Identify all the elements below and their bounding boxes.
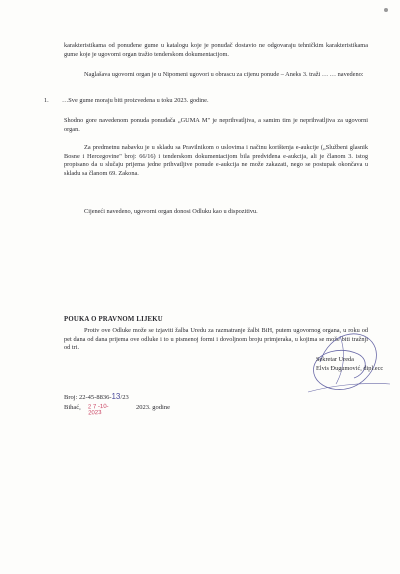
- document-number-handwritten: 13: [111, 392, 121, 401]
- paragraph-tech-characteristics: karakteristikama od ponuđene gume u katalogu koje je ponuđač dostavio ne odgovaraju tehničkim karakteristikama gume koje je ugovorni organ tražio tenderskom dokumentacijom.: [64, 42, 368, 58]
- corner-mark: [384, 8, 388, 12]
- list-number: 1.: [44, 97, 49, 104]
- document-number-label: Broj: 22-45-8836-: [64, 394, 112, 401]
- paragraph-decision: Cijeneći navedeno, ugovorni organ donosi Odluku kao u dispozitivu.: [84, 208, 258, 215]
- legal-notice-heading: POUKA O PRAVNOM LIJEKU: [64, 316, 163, 323]
- place-label: Bihać,: [64, 404, 81, 411]
- signatory-title: Sekretar Ureda: [316, 356, 354, 363]
- signatory-name: Elvis Đugumović, dipl.ecc: [316, 364, 384, 372]
- document-number: [64, 392, 129, 401]
- paragraph-bid-unacceptable: Shodno gore navedenom ponuda ponuđača „GUMA M" je neprihvatljiva, a samim tim je neprihvatljiva za ugovorni organ.: [64, 117, 368, 133]
- legal-notice-text: Protiv ove Odluke može se izjaviti žalba Uredu za razmatranje žalbi BiH, putem ugovornog organa, u roku od pet dana od dana prijema ove odluke i to u pismenoj formi i dovoljnom broju primjeraka, u kojima se može biti tražnji od tri.: [64, 327, 368, 352]
- paragraph-annex-note: Naglašava ugovorni organ je u Nipomeni ugovori u obrascu za cijenu ponude – Aneks 3. traži … … navedeno:: [84, 71, 364, 78]
- date-stamp: 2 7 -10- 2023: [87, 403, 109, 417]
- list-item-production-year: …Sve gume moraju biti proizvedena u toku 2023. godine.: [62, 97, 209, 104]
- document-number-suffix: /23: [120, 394, 129, 401]
- date-suffix: 2023. godine: [136, 404, 170, 411]
- paragraph-e-auction: Za predmetnu nabavku je u skladu sa Pravilnikom o uslovima i načinu korištenja e-aukcije („Službeni glasnik Bosne i Hercegovine" broj: 66/16) i tenderskom dokumentacijom bila predviđena e-aukcija, ali je članom 3. istog propisano da u slučaju prijema jedne prihvatljive ponude e-aukcija ne može zakazati, nego se postupak okončava u skladu sa članom 69. Zakona.: [64, 144, 368, 177]
- signature-block: [316, 356, 388, 373]
